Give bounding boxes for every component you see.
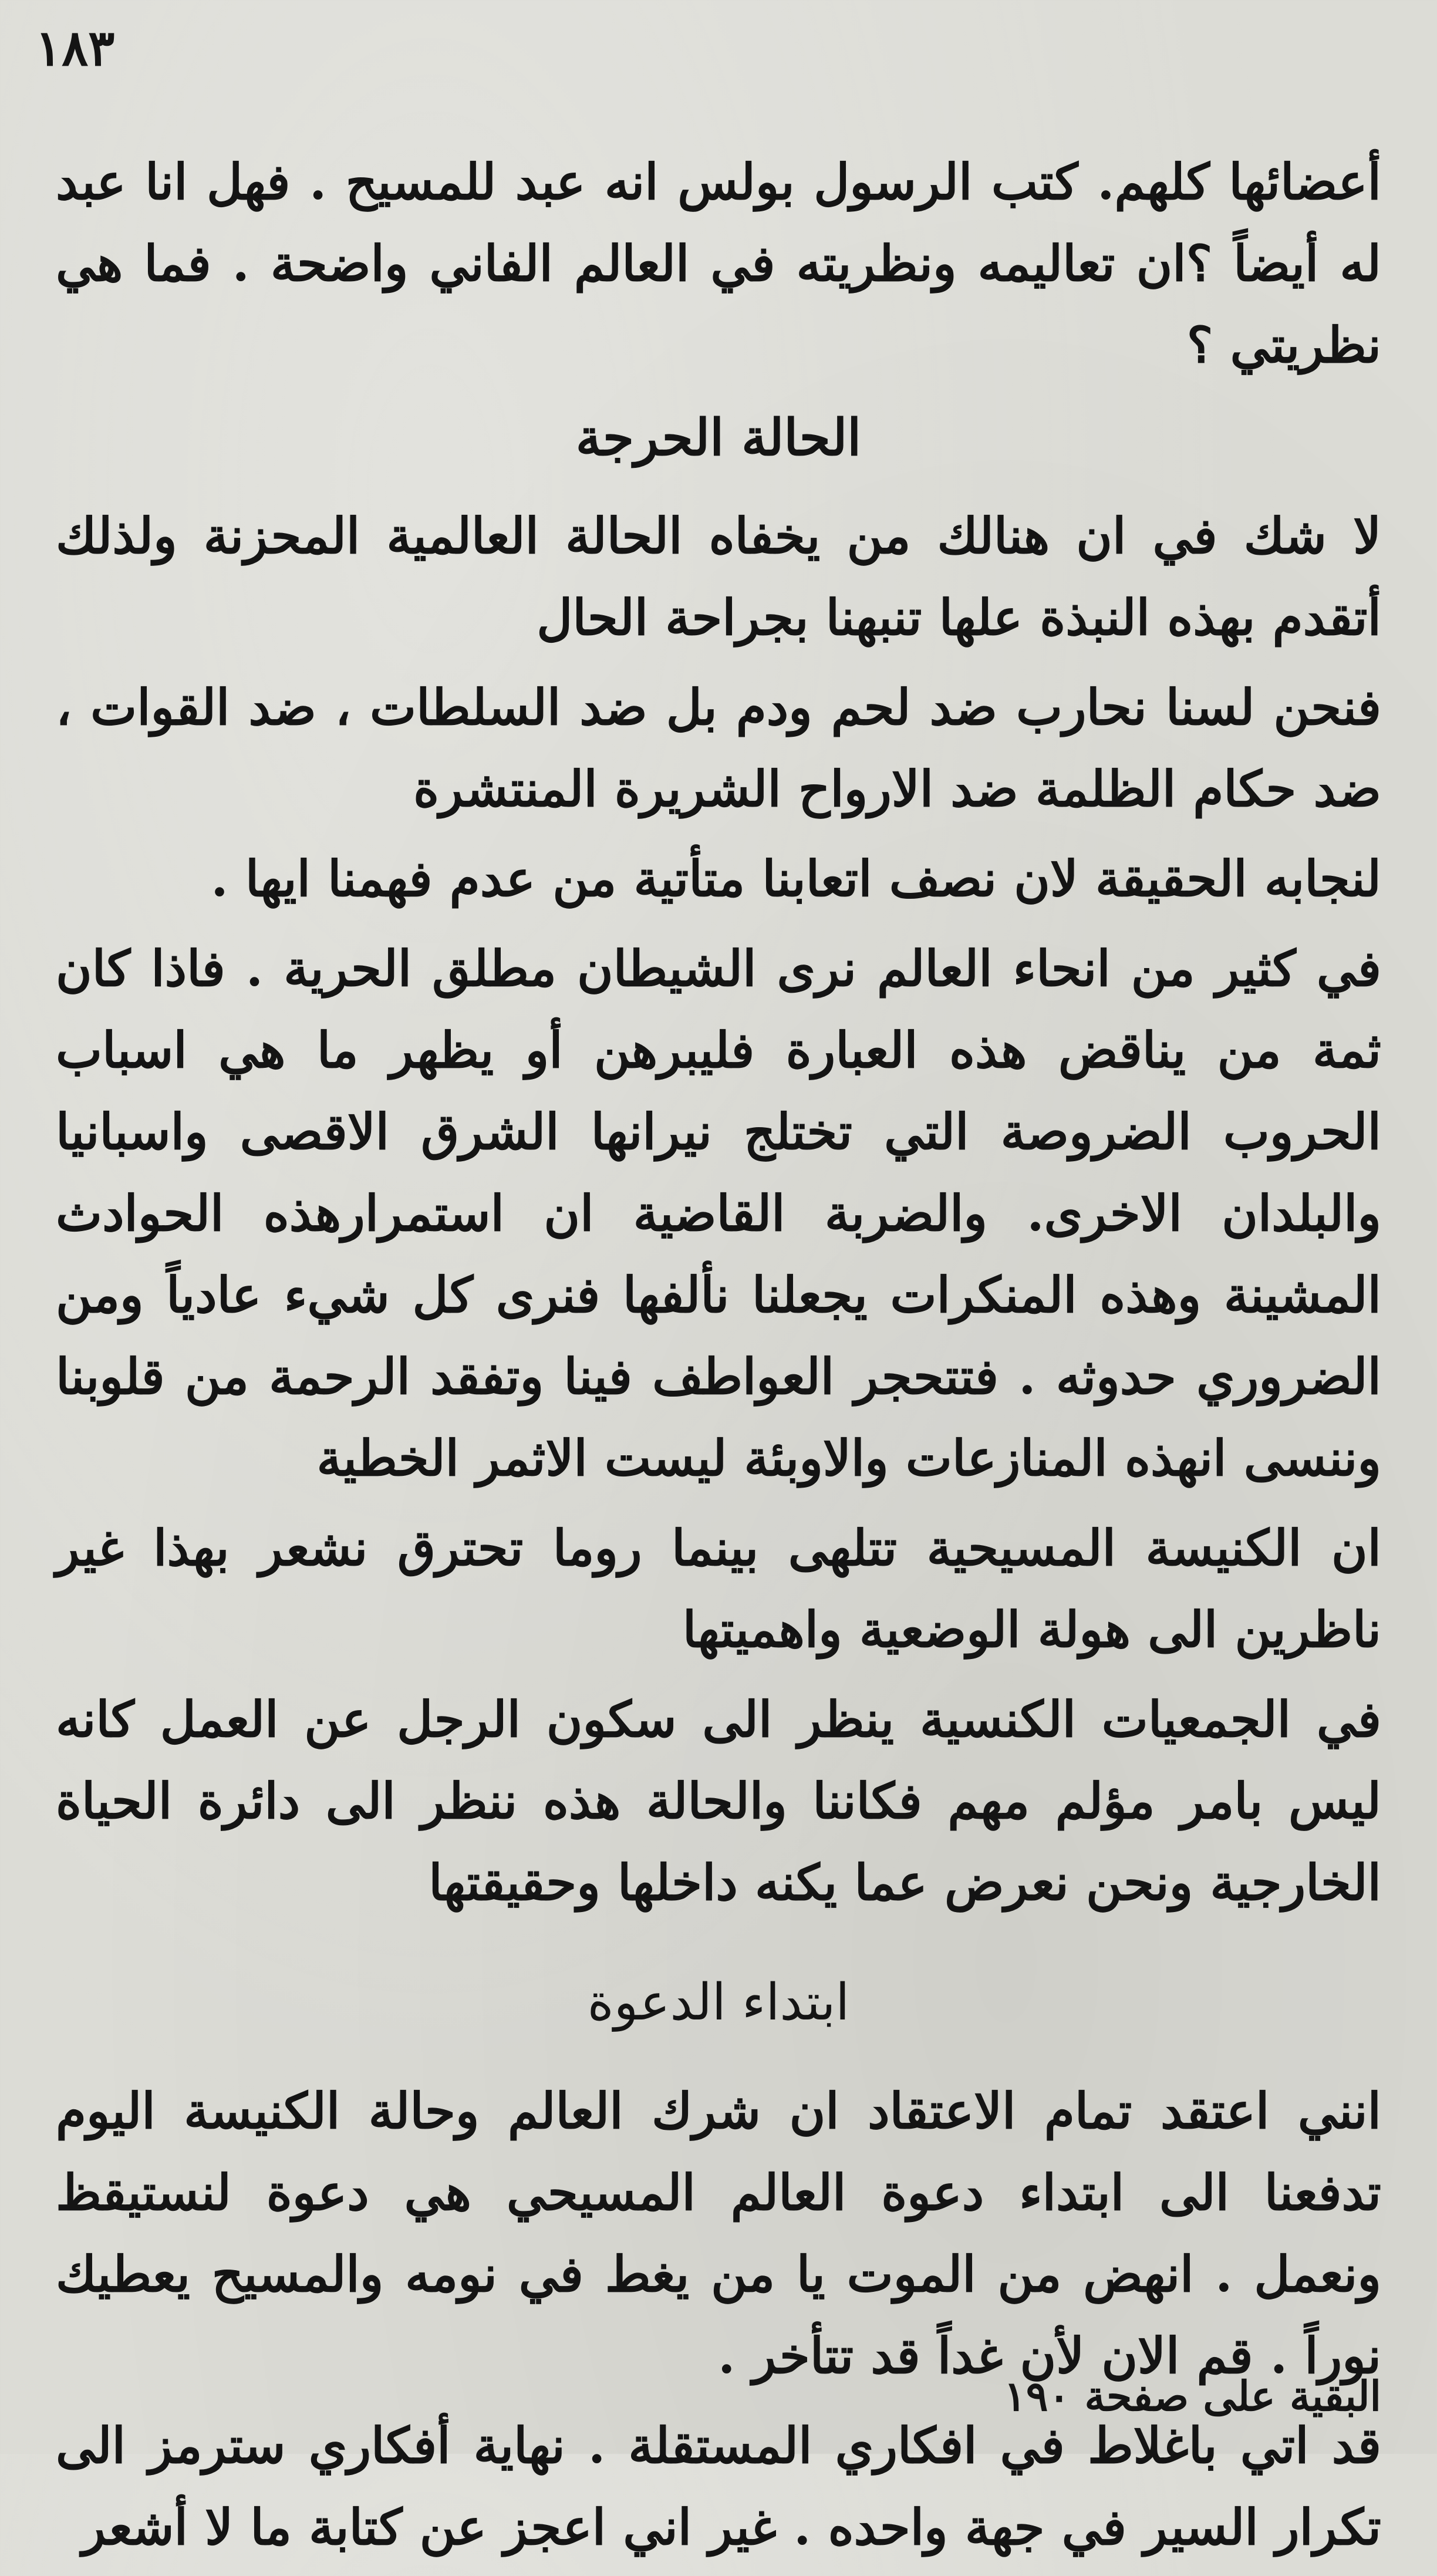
paragraph-critical-6: في الجمعيات الكنسية ينظر الى سكون الرجل عن العمل كانه ليس بامر مؤلم مهم فكاننا والحالة هذه ننظر الى دائرة الحياة الخارجية ونحن نعرض عما يكنه داخلها وحقيقتها [56,1690,1381,1911]
article-body [56,141,1381,2576]
paragraph-critical-3: لنجابه الحقيقة لان نصف اتعابنا متأتية من عدم فهمنا ايها . [211,849,1381,908]
continuation-note: البقية على صفحة ١٩٠ [1004,2372,1381,2420]
paragraph-critical-1: لا شك في ان هنالك من يخفاه الحالة العالمية المحزنة ولذلك أتقدم بهذه النبذة علها تنبهنا بجراحة الحال [56,507,1381,646]
paragraph-call-2: قد اتي باغلاط في افكاري المستقلة . نهاية أفكاري سترمز الى تكرار السير في جهة واحده . غير اني اعجز عن كتابة ما لا أشعر [56,2416,1381,2556]
section-heading-call-begins: ابتداء الدعوة [587,1973,850,2032]
section-heading-critical-situation: الحالة الحرجة [575,408,862,467]
paragraph-critical-4: في كثير من انحاء العالم نرى الشيطان مطلق الحرية . فاذا كان ثمة من يناقض هذه العبارة فليبرهن أو يظهر ما هي اسباب الحروب الضروصة التي تختلج نيرانها الشرق الاقصى واسبانيا والبلدان الاخرى. والضربة القاضية ان استمرارهذه الحوادث المشينة وهذه المنكرات يجعلنا نألفها فنرى كل شيء عادياً ومن الضروري حدوثه . فتتحجر العواطف فينا وتفقد الرحمة من قلوبنا وننسى انهذه المنازعات والاوبئة ليست الاثمر الخطية [56,939,1381,1487]
paragraph-intro: أعضائها كلهم. كتب الرسول بولس انه عبد للمسيح . فهل انا عبد له أيضاً ؟ان تعاليمه ونظريته في العالم الفاني واضحة . فما هي نظريتي ؟ [56,153,1381,374]
paragraph-critical-2: فنحن لسنا نحارب ضد لحم ودم بل ضد السلطات ، ضد القوات ، ضد حكام الظلمة ضد الارواح الشريرة المنتشرة [56,678,1381,818]
paragraph-call-1: انني اعتقد تمام الاعتقاد ان شرك العالم وحالة الكنيسة اليوم تدفعنا الى ابتداء دعوة العالم المسيحي هي دعوة لنستيقظ ونعمل . انهض من الموت يا من يغط في نومه والمسيح يعطيك نوراً . قم الان لأن غداً قد تتأخر . [56,2082,1381,2385]
paragraph-critical-5: ان الكنيسة المسيحية تتلهى بينما روما تحترق نشعر بهذا غير ناظرين الى هولة الوضعية واهميتها [56,1519,1381,1658]
page-number: ١٨٣ [35,19,115,77]
